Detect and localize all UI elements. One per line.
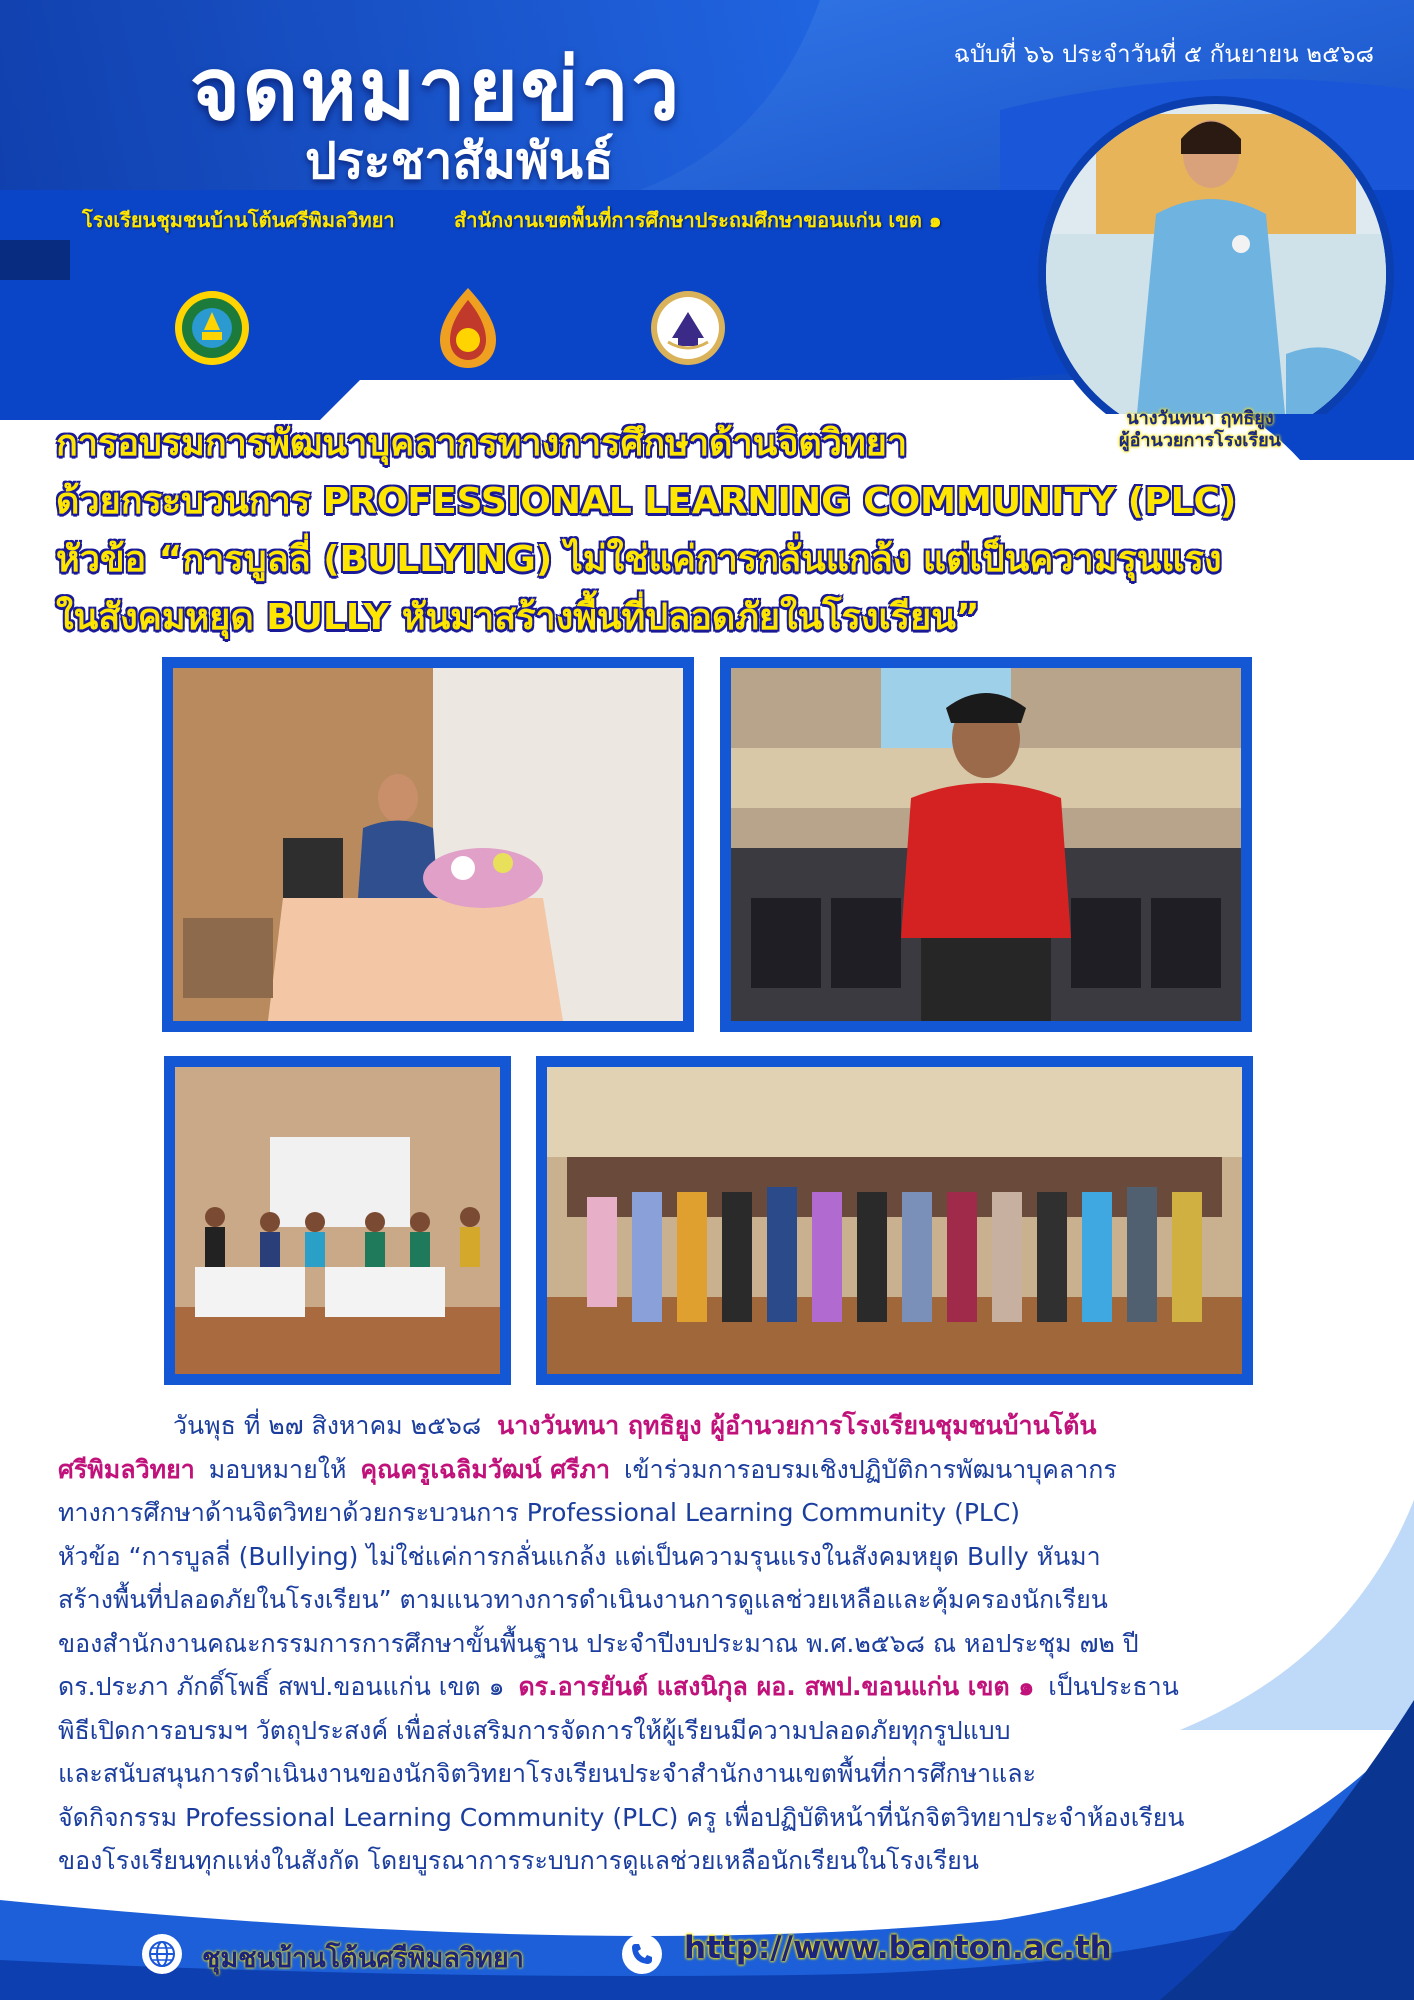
newsletter-title: จดหมายข่าว <box>190 40 682 140</box>
director-name: นางวันทนา ฤทธิยูง <box>1126 408 1274 429</box>
headline-line-2: ด้วยกระบวนการ PROFESSIONAL LEARNING COMMUNITY (PLC) <box>56 481 1237 522</box>
body-line-8: พิธีเปิดการอบรมฯ วัตถุประสงค์ เพื่อส่งเสริมการจัดการให้ผู้เรียนมีความปลอดภัยทุกรูปแบบ <box>58 1715 1011 1745</box>
issue-date: ฉบับที่ ๖๖ ประจำวันที่ ๕ กันยายน ๒๕๖๘ <box>953 40 1374 68</box>
headline-line-3: หัวข้อ “การบูลลี่ (BULLYING) ไม่ใช่แค่การกลั่นแกล้ง แต่เป็นความรุนแรง <box>56 539 1222 580</box>
body-text: มอบหมายให้ <box>208 1454 347 1484</box>
director-title: ผู้อำนวยการโรงเรียน <box>1119 430 1281 451</box>
body-text: ดร.ประภา ภักดิ์โพธิ์ สพป.ขอนแก่น เขต ๑ <box>58 1672 505 1701</box>
article-body <box>58 1404 1378 1883</box>
photo-teacher <box>720 657 1252 1032</box>
teacher-mention: คุณครูเฉลิมวัฒน์ ศรีภา <box>360 1454 611 1484</box>
school-mention: ศรีพิมลวิทยา <box>58 1454 195 1484</box>
photo-speaker <box>162 657 694 1032</box>
photo-panel <box>164 1056 511 1385</box>
body-text: เป็นประธาน <box>1048 1672 1179 1701</box>
body-line-3: ทางการศึกษาด้านจิตวิทยาด้วยกระบวนการ Professional Learning Community (PLC) <box>58 1498 1021 1527</box>
school-logo-icon <box>650 290 726 366</box>
director-portrait <box>1036 94 1396 414</box>
photo-group <box>536 1056 1253 1385</box>
facebook-page-label[interactable]: ชุมชนบ้านโต้นศรีพิมลวิทยา <box>202 1943 524 1974</box>
event-date: วันพุธ ที่ ๒๗ สิงหาคม ๒๕๖๘ <box>173 1411 482 1440</box>
body-line-4: หัวข้อ “การบูลลี่ (Bullying) ไม่ใช่แค่การกลั่นแกล้ง แต่เป็นความรุนแรงในสังคมหยุด Bully หันมา <box>58 1541 1101 1571</box>
school-name: โรงเรียนชุมชนบ้านโต้นศรีพิมลวิทยา <box>82 208 395 232</box>
body-text: เข้าร่วมการอบรมเชิงปฏิบัติการพัฒนาบุคลากร <box>624 1454 1117 1484</box>
website-link[interactable]: http://www.banton.ac.th <box>684 1930 1112 1966</box>
body-line-11: ของโรงเรียนทุกแห่งในสังกัด โดยบูรณาการระบบการดูแลช่วยเหลือนักเรียนในโรงเรียน <box>58 1846 979 1875</box>
body-line-10: จัดกิจกรรม Professional Learning Community (PLC) ครู เพื่อปฏิบัติหน้าที่นักจิตวิทยาประจำห้องเรียน <box>58 1802 1185 1832</box>
newsletter-subtitle: ประชาสัมพันธ์ <box>305 132 614 190</box>
director-mention: นางวันทนา ฤทธิยูง ผู้อำนวยการโรงเรียนชุมชนบ้านโต้น <box>497 1411 1097 1440</box>
headline-line-1: การอบรมการพัฒนาบุคลากรทางการศึกษาด้านจิตวิทยา <box>56 423 908 464</box>
chairperson-mention: ดร.อารยันต์ แสงนิกุล ผอ. สพป.ขอนแก่น เขต ๑ <box>518 1672 1035 1701</box>
headline-line-4: ในสังคมหยุด BULLY หันมาสร้างพื้นที่ปลอดภัยในโรงเรียน” <box>56 597 980 638</box>
body-line-6: ของสำนักงานคณะกรรมการการศึกษาขั้นพื้นฐาน ประจำปีงบประมาณ พ.ศ.๒๕๖๘ ณ หอประชุม ๗๒ ปี <box>58 1628 1139 1658</box>
district-seal-icon <box>174 290 250 366</box>
phone-icon <box>622 1934 662 1974</box>
office-name: สำนักงานเขตพื้นที่การศึกษาประถมศึกษาขอนแก่น เขต ๑ <box>454 208 942 232</box>
body-line-5: สร้างพื้นที่ปลอดภัยในโรงเรียน” ตามแนวทางการดำเนินงานการดูแลช่วยเหลือและคุ้มครองนักเรียน <box>58 1585 1108 1614</box>
obec-emblem-icon <box>438 286 498 370</box>
body-line-9: และสนับสนุนการดำเนินงานของนักจิตวิทยาโรงเรียนประจำสำนักงานเขตพื้นที่การศึกษาและ <box>58 1759 1037 1788</box>
globe-icon <box>142 1934 182 1974</box>
